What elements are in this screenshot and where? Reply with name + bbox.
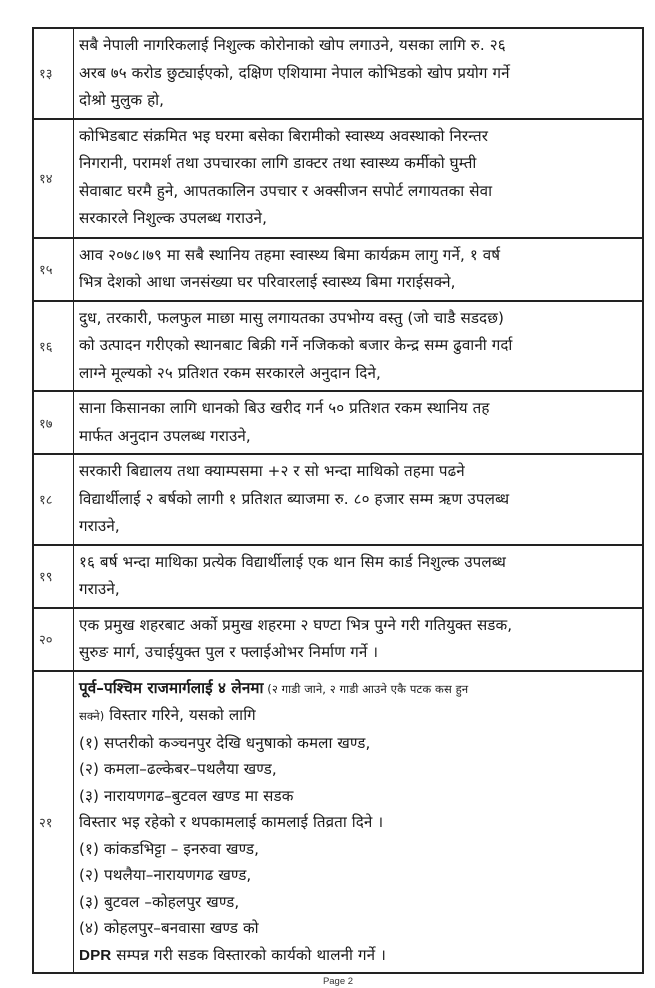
table-row-16 <box>34 302 642 393</box>
text-line <box>79 942 638 970</box>
dpr-label: DPR <box>79 946 112 964</box>
table-row-19 <box>34 546 642 609</box>
text-line: निगरानी, परामर्श तथा उपचारका लागि डाक्टर तथा स्वास्थ्य कर्मीको घुम्ती <box>79 154 477 172</box>
text-line: सुरुङ मार्ग, उचाईयुक्त पुल र फ्लाईओभर निर्माण गर्ने । <box>79 643 379 661</box>
heading-note-end: सक्ने) <box>79 709 105 723</box>
table-row-17 <box>34 392 642 455</box>
page-number: Page 2 <box>322 976 354 987</box>
text-line: गराउने, <box>79 517 120 535</box>
row-text <box>74 239 642 300</box>
heading-note: (२ गाडी जाने, २ गाडी आउने एकै पटक कस हुन <box>263 681 469 696</box>
row-text <box>74 29 642 118</box>
commitments-table <box>32 27 644 974</box>
row-text <box>74 672 642 973</box>
row-number: १५ <box>34 239 74 300</box>
text-line: (३) नारायणगढ–बुटवल खण्ड मा सडक <box>79 786 294 805</box>
row-text <box>74 302 642 391</box>
text-line: सरकारी बिद्यालय तथा क्याम्पसमा +२ र सो भन्दा माथिको तहमा पढने <box>79 462 465 480</box>
text-line: (२) पथलैया–नारायणगढ खण्ड, <box>79 866 252 884</box>
text-line: भित्र देशको आधा जनसंख्या घर परिवारलाई स्वास्थ्य बिमा गराईसक्ने, <box>79 273 456 291</box>
text-line: मार्फत अनुदान उपलब्ध गराउने, <box>79 426 251 445</box>
text-line: दोश्रो मुलुक हो, <box>79 91 165 109</box>
row-number: २१ <box>34 672 74 973</box>
text-span: विस्तार गरिने, यसको लागि <box>104 706 256 724</box>
table-row-13 <box>34 29 642 120</box>
row-text <box>74 455 642 544</box>
text-line: सरकारले निशुल्क उपलब्ध गराउने, <box>79 209 268 227</box>
text-line: साना किसानका लागि धानको बिउ खरीद गर्न ५० प्रतिशत रकम स्थानिय तह <box>79 399 490 417</box>
table-row-21 <box>34 672 642 973</box>
text-line <box>79 675 638 703</box>
text-line: विद्यार्थीलाई २ बर्षको लागी १ प्रतिशत ब्याजमा रु. ८० हजार सम्म ऋण उपलब्ध <box>79 489 510 508</box>
text-line: सबै नेपाली नागरिकलाई निशुल्क कोरोनाको खोप लगाउने, यसका लागि रु. २६ <box>79 36 506 54</box>
row-number: १९ <box>34 546 74 607</box>
text-line: (३) बुटवल –कोहलपुर खण्ड, <box>79 892 240 911</box>
row-text <box>74 609 642 670</box>
text-line: (१) कांकडभिट्टा – इनरुवा खण्ड, <box>79 839 260 858</box>
text-line: लाग्ने मूल्यको २५ प्रतिशत रकम सरकारले अनुदान दिने, <box>79 363 381 382</box>
text-line: को उत्पादन गरीएको स्थानबाट बिक्री गर्ने नजिकको बजार केन्द्र सम्म ढुवानी गर्दा <box>79 336 513 354</box>
row-number: १८ <box>34 455 74 544</box>
table-row-14 <box>34 120 642 239</box>
row-text <box>74 392 642 453</box>
table-row-18 <box>34 455 642 546</box>
table-row-20 <box>34 609 642 672</box>
row-number: १७ <box>34 392 74 453</box>
row-number: २० <box>34 609 74 670</box>
page-content <box>32 27 644 988</box>
text-span: सम्पन्न गरी सडक विस्तारको कार्यको थालनी गर्ने । <box>111 945 386 964</box>
text-line: गराउने, <box>79 580 120 598</box>
text-line: एक प्रमुख शहरबाट अर्को प्रमुख शहरमा २ घण्टा भित्र पुग्ने गरी गतियुक्त सडक, <box>79 615 513 634</box>
row-number: १४ <box>34 120 74 237</box>
row-number: १३ <box>34 29 74 118</box>
text-line: दुध, तरकारी, फलफुल माछा मासु लगायतका उपभोग्य वस्तु (जो चाडै सडदछ) <box>79 308 504 327</box>
text-line: आव २०७८।७९ मा सबै स्थानिय तहमा स्वास्थ्य बिमा कार्यक्रम लागु गर्ने, १ वर्ष <box>79 245 501 264</box>
text-line: अरब ७५ करोड छुट्याईएको, दक्षिण एशियामा नेपाल कोभिडको खोप प्रयोग गर्ने <box>79 63 510 82</box>
highway-heading: पूर्व–पश्चिम राजमार्गलाई ४ लेनमा <box>79 678 264 697</box>
text-line <box>79 702 638 730</box>
text-line: कोभिडबाट संक्रमित भइ घरमा बसेका बिरामीको स्वास्थ्य अवस्थाको निरन्तर <box>79 126 489 145</box>
row-number: १६ <box>34 302 74 391</box>
text-line: (१) सप्तरीको कञ्चनपुर देखि धनुषाको कमला खण्ड, <box>79 733 371 752</box>
table-row-15 <box>34 239 642 302</box>
text-line: १६ बर्ष भन्दा माथिका प्रत्येक विद्यार्थीलाई एक थान सिम कार्ड निशुल्क उपलब्ध <box>79 552 506 571</box>
text-line: (२) कमला–ढल्केबर–पथलैया खण्ड, <box>79 760 277 778</box>
text-line: विस्तार भइ रहेको र थपकामलाई कामलाई तिव्रता दिने । <box>79 813 384 831</box>
row-text <box>74 120 642 237</box>
row-text <box>74 546 642 607</box>
text-line: सेवाबाट घरमै हुने, आपतकालिन उपचार र अक्सीजन सपोर्ट लगायतका सेवा <box>79 181 493 200</box>
text-line: (४) कोहलपुर–बनवासा खण्ड को <box>79 919 259 937</box>
